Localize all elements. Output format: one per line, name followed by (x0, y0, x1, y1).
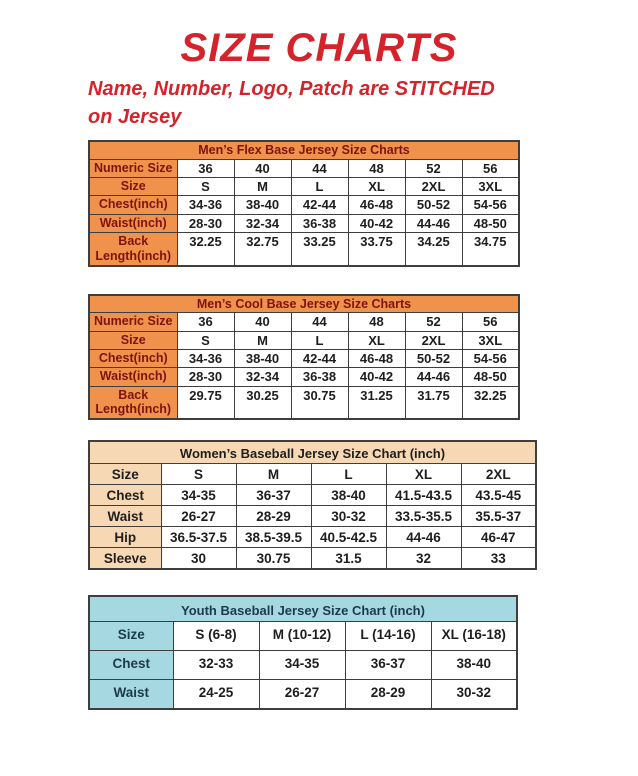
row-label: Waist (89, 505, 161, 526)
row-label: Size (89, 463, 161, 484)
cell-value: 28-29 (345, 680, 431, 709)
table-row (89, 622, 517, 651)
size-table-mens-cool-base (88, 294, 520, 421)
cell-value: 2XL (405, 331, 462, 349)
page-title: SIZE CHARTS (180, 26, 458, 70)
table-title: Men’s Flex Base Jersey Size Charts (89, 141, 519, 159)
cell-value: 30-32 (431, 680, 517, 709)
cell-value: 32.75 (234, 233, 291, 266)
cell-value: 24-25 (173, 680, 259, 709)
cell-value: 43.5-45 (461, 484, 536, 505)
cell-value: 34.25 (405, 233, 462, 266)
cell-value: 32-34 (234, 214, 291, 232)
cell-value: S (177, 178, 234, 196)
cell-value: L (14-16) (345, 622, 431, 651)
row-label: Size (89, 331, 177, 349)
table-row (89, 680, 517, 709)
cell-value: 46-48 (348, 349, 405, 367)
cell-value: L (291, 331, 348, 349)
cell-value: 48-50 (462, 214, 519, 232)
row-label: Numeric Size (89, 159, 177, 177)
cell-value: 3XL (462, 178, 519, 196)
cell-value: XL (348, 178, 405, 196)
cell-value: 32-33 (173, 651, 259, 680)
cell-value: 33 (461, 547, 536, 568)
cell-value: M (10-12) (259, 622, 345, 651)
cell-value: 44 (291, 313, 348, 331)
table-row (89, 368, 519, 386)
cell-value: 2XL (461, 463, 536, 484)
table-row (89, 484, 536, 505)
cell-value: 46-48 (348, 196, 405, 214)
size-chart-page (0, 26, 638, 776)
cell-value: 30.75 (291, 386, 348, 419)
cell-value: S (177, 331, 234, 349)
cell-value: 30.25 (234, 386, 291, 419)
cell-value: 2XL (405, 178, 462, 196)
cell-value: 33.25 (291, 233, 348, 266)
row-label: Chest (89, 651, 173, 680)
cell-value: 44-46 (405, 368, 462, 386)
cell-value: 54-56 (462, 196, 519, 214)
table-row (89, 214, 519, 232)
cell-value: 32 (386, 547, 461, 568)
cell-value: 29.75 (177, 386, 234, 419)
table-row (89, 651, 517, 680)
cell-value: S (6-8) (173, 622, 259, 651)
cell-value: 40 (234, 313, 291, 331)
row-label: Waist (89, 680, 173, 709)
table-title: Men’s Cool Base Jersey Size Charts (89, 295, 519, 313)
cell-value: 36 (177, 313, 234, 331)
cell-value: 50-52 (405, 349, 462, 367)
cell-value: 36-38 (291, 368, 348, 386)
cell-value: 26-27 (259, 680, 345, 709)
cell-value: 56 (462, 159, 519, 177)
cell-value: 3XL (462, 331, 519, 349)
table-title: Women’s Baseball Jersey Size Chart (inch) (89, 441, 536, 463)
row-label: Chest (89, 484, 161, 505)
cell-value: 52 (405, 313, 462, 331)
cell-value: 26-27 (161, 505, 236, 526)
cell-value: 40.5-42.5 (311, 526, 386, 547)
cell-value: 34.75 (462, 233, 519, 266)
cell-value: 38.5-39.5 (236, 526, 311, 547)
cell-value: 31.75 (405, 386, 462, 419)
row-label: Hip (89, 526, 161, 547)
table-header-row (89, 596, 517, 622)
cell-value: 28-29 (236, 505, 311, 526)
cell-value: 44 (291, 159, 348, 177)
cell-value: 30.75 (236, 547, 311, 568)
cell-value: 35.5-37 (461, 505, 536, 526)
table-row (89, 196, 519, 214)
cell-value: 28-30 (177, 214, 234, 232)
cell-value: M (234, 178, 291, 196)
row-label: Back Length(inch) (89, 386, 177, 419)
cell-value: 38-40 (311, 484, 386, 505)
cell-value: 36 (177, 159, 234, 177)
cell-value: 41.5-43.5 (386, 484, 461, 505)
size-table-youth-baseball (88, 595, 518, 710)
cell-value: 44-46 (386, 526, 461, 547)
cell-value: 34-35 (161, 484, 236, 505)
table-title: Youth Baseball Jersey Size Chart (inch) (89, 596, 517, 622)
cell-value: 40 (234, 159, 291, 177)
table-row (89, 526, 536, 547)
cell-value: 44-46 (405, 214, 462, 232)
cell-value: 40-42 (348, 368, 405, 386)
cell-value: 50-52 (405, 196, 462, 214)
cell-value: 38-40 (234, 196, 291, 214)
table-header-row (89, 441, 536, 463)
row-label: Size (89, 622, 173, 651)
cell-value: 32.25 (177, 233, 234, 266)
cell-value: 28-30 (177, 368, 234, 386)
row-label: Waist(inch) (89, 214, 177, 232)
cell-value: M (236, 463, 311, 484)
cell-value: 36.5-37.5 (161, 526, 236, 547)
size-table-womens-baseball (88, 440, 537, 569)
row-label: Numeric Size (89, 313, 177, 331)
cell-value: 36-37 (236, 484, 311, 505)
cell-value: 46-47 (461, 526, 536, 547)
row-label: Chest(inch) (89, 196, 177, 214)
cell-value: 36-38 (291, 214, 348, 232)
cell-value: 38-40 (431, 651, 517, 680)
row-label: Size (89, 178, 177, 196)
cell-value: 32.25 (462, 386, 519, 419)
cell-value: 42-44 (291, 349, 348, 367)
table-row (89, 331, 519, 349)
cell-value: 52 (405, 159, 462, 177)
table-row (89, 505, 536, 526)
table-row (89, 159, 519, 177)
cell-value: M (234, 331, 291, 349)
table-row (89, 178, 519, 196)
cell-value: L (311, 463, 386, 484)
page-subtitle (88, 75, 638, 131)
cell-value: 33.75 (348, 233, 405, 266)
cell-value: XL (16-18) (431, 622, 517, 651)
table-row (89, 386, 519, 419)
cell-value: XL (348, 331, 405, 349)
table-row (89, 463, 536, 484)
cell-value: 42-44 (291, 196, 348, 214)
cell-value: 33.5-35.5 (386, 505, 461, 526)
row-label: Chest(inch) (89, 349, 177, 367)
size-tables (88, 140, 638, 710)
page-subtitle-line-1: Name, Number, Logo, Patch are STITCHED (88, 78, 495, 100)
cell-value: XL (386, 463, 461, 484)
cell-value: 48-50 (462, 368, 519, 386)
row-label: Sleeve (89, 547, 161, 568)
cell-value: S (161, 463, 236, 484)
cell-value: 48 (348, 159, 405, 177)
cell-value: 54-56 (462, 349, 519, 367)
table-row (89, 233, 519, 266)
table-header-row (89, 141, 519, 159)
cell-value: 34-36 (177, 196, 234, 214)
table-row (89, 547, 536, 568)
cell-value: 32-34 (234, 368, 291, 386)
row-label: Waist(inch) (89, 368, 177, 386)
table-row (89, 349, 519, 367)
cell-value: 31.5 (311, 547, 386, 568)
cell-value: L (291, 178, 348, 196)
cell-value: 31.25 (348, 386, 405, 419)
cell-value: 38-40 (234, 349, 291, 367)
table-header-row (89, 295, 519, 313)
cell-value: 30-32 (311, 505, 386, 526)
row-label: Back Length(inch) (89, 233, 177, 266)
cell-value: 30 (161, 547, 236, 568)
table-row (89, 313, 519, 331)
size-table-mens-flex-base (88, 140, 520, 267)
page-subtitle-line-2: on Jersey (88, 106, 182, 128)
cell-value: 40-42 (348, 214, 405, 232)
cell-value: 34-36 (177, 349, 234, 367)
cell-value: 56 (462, 313, 519, 331)
cell-value: 36-37 (345, 651, 431, 680)
cell-value: 34-35 (259, 651, 345, 680)
cell-value: 48 (348, 313, 405, 331)
